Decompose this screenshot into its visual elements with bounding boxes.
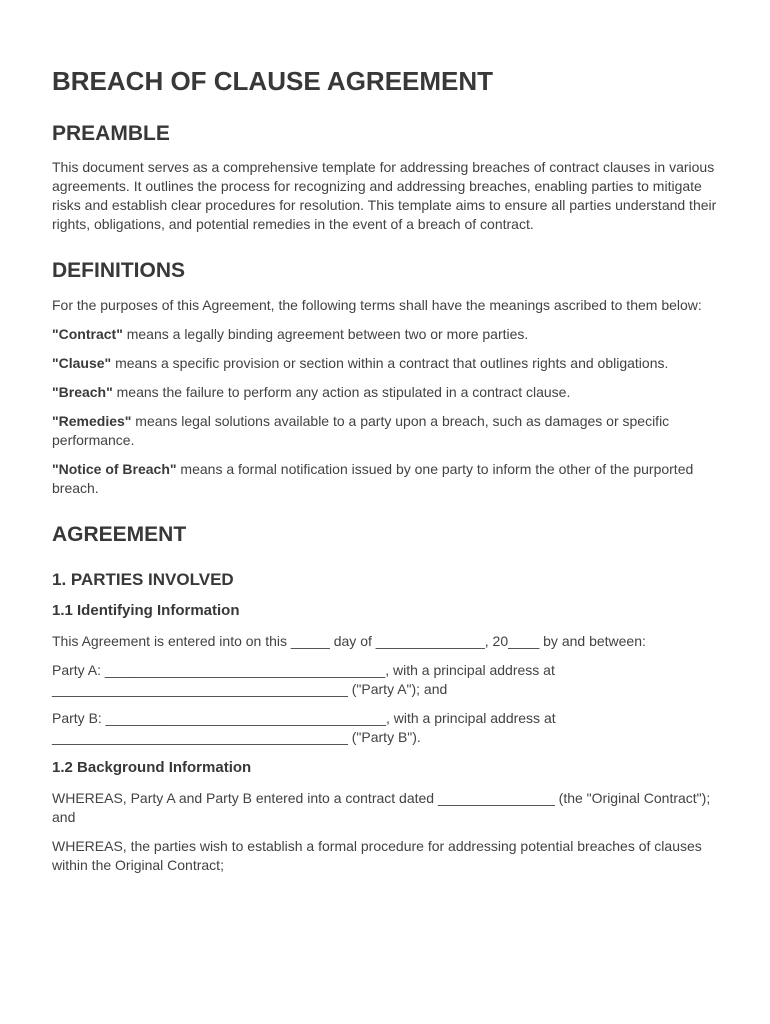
definition-notice-of-breach bbox=[52, 460, 718, 498]
preamble-heading: PREAMBLE bbox=[52, 122, 170, 146]
definition-term-remedies: "Remedies" bbox=[52, 412, 132, 429]
party-b-line: Party B: ____________________________________, with a principal address at ______________________________________ ("Party B"). bbox=[52, 710, 556, 746]
definition-text-breach: means the failure to perform any action as stipulated in a contract clause. bbox=[112, 383, 571, 400]
document-title: BREACH OF CLAUSE AGREEMENT bbox=[52, 66, 494, 96]
definition-contract bbox=[52, 325, 718, 344]
definition-term-notice-of-breach: "Notice of Breach" bbox=[52, 460, 177, 477]
definition-term-clause: "Clause" bbox=[52, 354, 112, 371]
whereas-clause-1: WHEREAS, Party A and Party B entered into a contract dated _______________ (the "Original Contract"); and bbox=[52, 790, 711, 826]
section-1-1-heading: 1.1 Identifying Information bbox=[52, 602, 240, 620]
party-a-line: Party A: ____________________________________, with a principal address at ______________________________________ ("Party A"); and bbox=[52, 662, 555, 698]
definition-clause bbox=[52, 354, 718, 373]
definitions-intro: For the purposes of this Agreement, the following terms shall have the meanings ascribed to them below: bbox=[52, 296, 702, 313]
section-1-1-intro: This Agreement is entered into on this _____ day of ______________, 20____ by and between: bbox=[52, 633, 646, 650]
preamble-paragraph: This document serves as a comprehensive template for addressing breaches of contract clauses in various agreements. It outlines the process for recognizing and addressing breaches, enabling parties to mitigate risks and establish clear procedures for resolution. This template aims to ensure all parties understand their rights, obligations, and potential remedies in the event of a breach of contract. bbox=[52, 159, 717, 233]
definition-term-breach: "Breach" bbox=[52, 383, 113, 400]
definition-remedies bbox=[52, 412, 718, 450]
definition-breach bbox=[52, 383, 718, 402]
definition-text-clause: means a specific provision or section within a contract that outlines rights and obligations. bbox=[111, 354, 669, 371]
definition-text-remedies: means legal solutions available to a party upon a breach, such as damages or specific performance. bbox=[52, 412, 670, 448]
agreement-heading: AGREEMENT bbox=[52, 522, 187, 546]
section-1-2-heading: 1.2 Background Information bbox=[52, 759, 252, 777]
definitions-heading: DEFINITIONS bbox=[52, 259, 186, 283]
definition-text-contract: means a legally binding agreement between two or more parties. bbox=[122, 325, 529, 342]
whereas-clause-2: WHEREAS, the parties wish to establish a formal procedure for addressing potential breaches of clauses within the Original Contract; bbox=[52, 838, 702, 874]
definition-text-notice-of-breach: means a formal notification issued by one party to inform the other of the purported breach. bbox=[52, 460, 694, 496]
definition-term-contract: "Contract" bbox=[52, 325, 123, 342]
section-1-heading: 1. PARTIES INVOLVED bbox=[52, 569, 234, 589]
